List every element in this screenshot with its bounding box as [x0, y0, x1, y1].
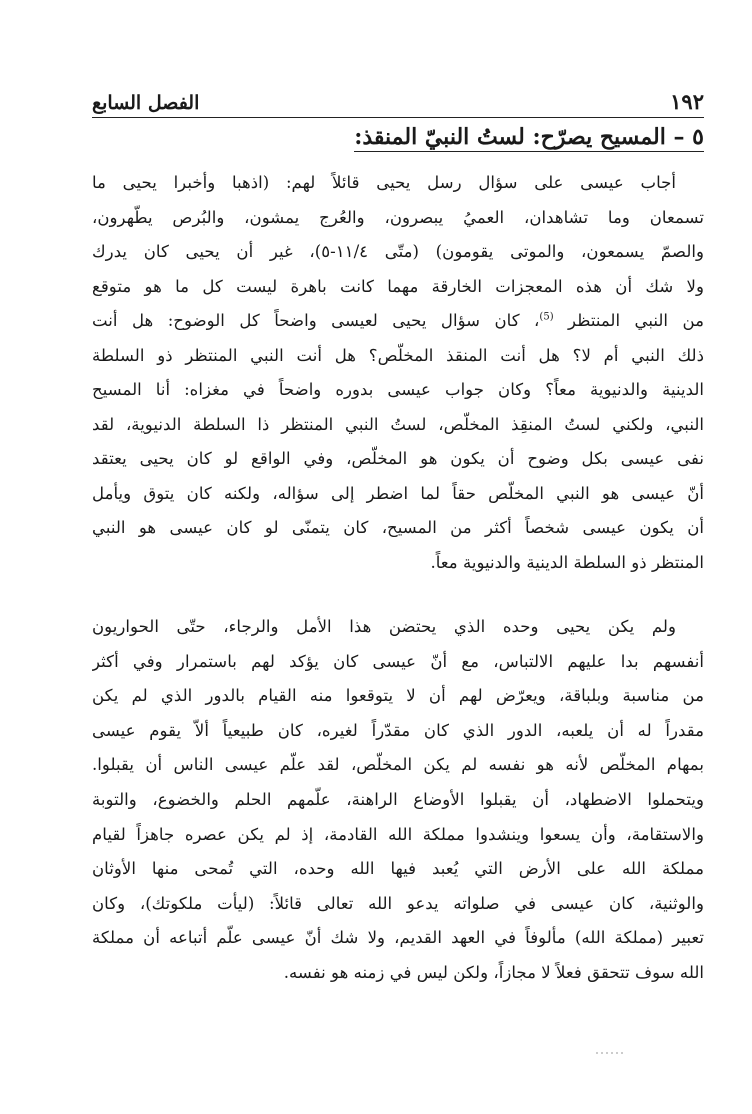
- text-line: والوثنية، كان عيسى في صلواته يدعو الله تعالى قائلاً: (ليأت ملكوتك)، وكان: [92, 893, 704, 913]
- text-line: الدينية والدنيوية معاً؟ وكان جواب عيسى بدوره واضحاً في مغزاه: أنا المسيح: [92, 380, 704, 399]
- paragraph-1: [92, 166, 704, 580]
- text-line: تسمعان وما تشاهدان، العميُ يبصرون، والعُرج يمشون، والبُرص يطّهرون،: [92, 207, 704, 227]
- footnote-reference: (5): [539, 311, 554, 323]
- chapter-title: الفصل السابع: [92, 92, 200, 114]
- text-line-with-footnote: [92, 304, 704, 339]
- text-line: مملكة الله على الأرض التي يُعبد فيها الله وحده، التي تُمحى منها الأوثان: [92, 859, 704, 879]
- text-line: أن يكون عيسى شخصاً أكثر من المسيح، كان يتمنّى لو كان عيسى هو النبي: [92, 518, 704, 537]
- text-line: نفى عيسى بكل وضوح أن يكون هو المخلّص، وفي الواقع لو كان يحيى يعتقد: [92, 449, 704, 468]
- text-line: الله سوف تتحقق فعلاً لا مجازاً، ولكن ليس في زمنه هو نفسه.: [283, 962, 704, 982]
- text-line: بمهام المخلّص لأنه هو نفسه لم يكن المخلّص، لقد علّم عيسى الناس أن يقبلوا.: [92, 755, 704, 775]
- scan-speck: [596, 1052, 624, 1054]
- text-line: النبي، ولكني لستُ المنقِذ المخلّص، لستُ النبي المنتظر ذا السلطة الدنيوية، لقد: [92, 414, 704, 434]
- text-line: مقدراً له أن يلعبه، الدور الذي كان مقدّراً لغيره، كان طبيعياً ألاّ يقوم عيسى: [92, 720, 704, 740]
- text-line: أنفسهم بدا عليهم الالتباس، مع أنّ عيسى كان يؤكد لهم باستمرار وفي أكثر: [92, 651, 704, 671]
- running-header: [92, 84, 704, 118]
- text-line: أنّ عيسى هو النبي المخلّص حقاً لما اضطر إلى سؤاله، ولكنه كان يتوق ويأمل: [92, 483, 704, 503]
- text-line: المنتظر ذو السلطة الدينية والدنيوية معاً.: [430, 552, 704, 572]
- text-line: أجاب عيسى على سؤال رسل يحيى قائلاً لهم: (اذهبا وأخبرا يحيى ما: [92, 173, 676, 192]
- text-line: ولا شك أن هذه المعجزات الخارقة مهما كانت باهرة ليست كل ما هو متوقع: [92, 276, 704, 296]
- page-number: ١٩٢: [670, 89, 704, 114]
- text-line: ولم يكن يحيى وحده الذي يحتضن هذا الأمل والرجاء، حتّى الحواريون: [92, 617, 676, 636]
- text-line: ذلك النبي أم لا؟ هل أنت المنقذ المخلّص؟ هل أنت النبي المنتظر ذو السلطة: [92, 345, 704, 365]
- text-fragment: ، كان سؤال يحيى لعيسى واضحاً كل الوضوح: هل أنت: [92, 311, 540, 330]
- text-line: والاستقامة، وأن يسعوا وينشدوا مملكة الله القادمة، إذ لم يكن عصره جاهزاً لقيام: [92, 824, 704, 844]
- text-line: تعبير (مملكة الله) مألوفاً في العهد القديم، ولا شك أنّ عيسى علّم أتباعه أن مملكة: [92, 928, 704, 948]
- text-fragment: من النبي المنتظر: [568, 311, 704, 330]
- paragraph-2: [92, 610, 704, 991]
- text-line: والصمّ يسمعون، والموتى يقومون) (متّى ١١/٤-٥)، غير أن يحيى كان يدرك: [92, 242, 704, 261]
- text-line: ويتحملوا الاضطهاد، أن يقبلوا الأوضاع الراهنة، علّمهم الحلم والخضوع، والتوبة: [92, 789, 704, 809]
- section-heading: ٥ – المسيح يصرّح: لستُ النبيّ المنقذ:: [354, 124, 704, 150]
- text-line: من مناسبة وبلباقة، ويعرّض لهم أن لا يتوقعوا منه القيام بالدور الذي لم يكن: [92, 686, 704, 706]
